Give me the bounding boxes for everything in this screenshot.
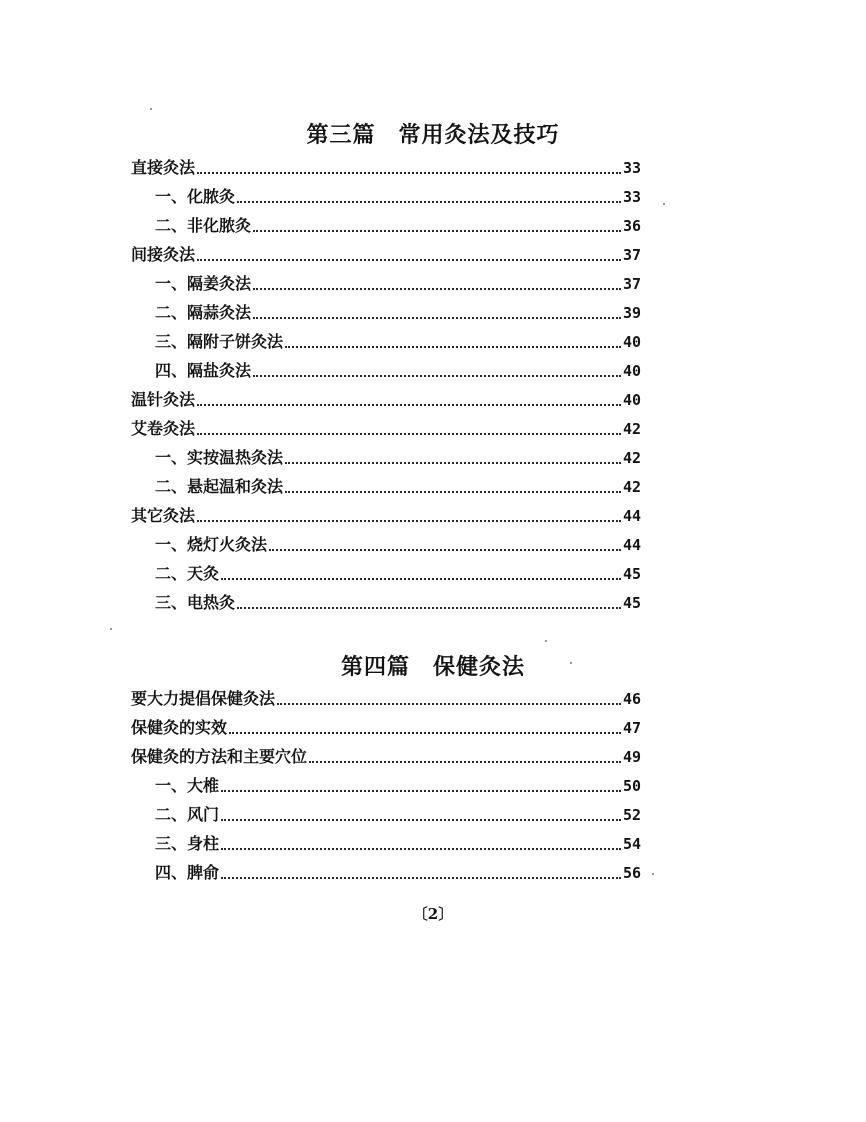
toc-entry: [131, 236, 641, 265]
toc-entry-label: 二、悬起温和灸法: [155, 477, 284, 496]
toc-entry-label: 三、隔附子饼灸法: [155, 332, 284, 351]
toc-entry-page-number: 45: [622, 565, 641, 583]
toc-entry: [131, 526, 641, 555]
toc-entry-page-number: 33: [622, 159, 641, 177]
toc-entry: [131, 207, 641, 236]
toc-entry: [131, 555, 641, 584]
dot-leader: [269, 548, 621, 551]
toc-entry: [131, 767, 641, 796]
toc-entry: [131, 796, 641, 825]
toc-entry-label: 一、化脓灸: [155, 187, 236, 206]
toc-entry: [131, 709, 641, 738]
toc-entry-page-number: 46: [622, 690, 641, 708]
toc-entry-label: 四、隔盐灸法: [155, 361, 252, 380]
toc-entry: [131, 381, 641, 410]
toc-entry-page-number: 33: [622, 188, 641, 206]
toc-entry: [131, 497, 641, 526]
toc-entry: [131, 265, 641, 294]
dot-leader: [197, 258, 621, 261]
toc-entry: [131, 294, 641, 323]
toc-entry-label: 其它灸法: [131, 506, 196, 525]
toc-entry: [131, 738, 641, 767]
toc-entry-page-number: 40: [622, 362, 641, 380]
toc-entry-label: 直接灸法: [131, 158, 196, 177]
dot-leader: [229, 731, 621, 734]
dot-leader: [197, 403, 621, 406]
toc-entry: [131, 468, 641, 497]
toc-entry-page-number: 50: [622, 777, 641, 795]
toc-entry-page-number: 42: [622, 420, 641, 438]
toc-entry: [131, 149, 641, 178]
toc-entry-page-number: 49: [622, 748, 641, 766]
toc-entry-page-number: 42: [622, 478, 641, 496]
toc-entry-page-number: 52: [622, 806, 641, 824]
toc-entry-label: 温针灸法: [131, 390, 196, 409]
dot-leader: [309, 760, 621, 763]
toc-entry-page-number: 40: [622, 333, 641, 351]
toc-entry-page-number: 44: [622, 536, 641, 554]
dot-leader: [221, 876, 621, 879]
toc-entry: [131, 825, 641, 854]
toc-entry-page-number: 37: [622, 275, 641, 293]
toc-entry-page-number: 40: [622, 391, 641, 409]
toc-entry: [131, 352, 641, 381]
page-number: 〔2〕: [412, 905, 454, 923]
dot-leader: [253, 316, 621, 319]
scan-speck: [652, 873, 654, 875]
dot-leader: [197, 171, 621, 174]
dot-leader: [285, 461, 621, 464]
toc-entry-page-number: 56: [622, 864, 641, 882]
toc-entry-label: 间接灸法: [131, 245, 196, 264]
toc-entry-page-number: 44: [622, 507, 641, 525]
dot-leader: [237, 200, 621, 203]
scan-speck: [663, 203, 665, 205]
part3-title: 第三篇 常用灸法及技巧: [306, 122, 560, 148]
toc-entry-label: 一、隔姜灸法: [155, 274, 252, 293]
dot-leader: [221, 577, 621, 580]
toc-entry: [131, 410, 641, 439]
dot-leader: [237, 606, 621, 609]
scan-speck: [150, 108, 152, 110]
dot-leader: [285, 490, 621, 493]
toc-entry-label: 艾卷灸法: [131, 419, 196, 438]
toc-entry-label: 保健灸的方法和主要穴位: [131, 747, 308, 766]
toc-entry-page-number: 42: [622, 449, 641, 467]
toc-entry-label: 四、脾俞: [155, 863, 220, 882]
toc-entry-label: 一、烧灯火灸法: [155, 535, 268, 554]
scan-speck: [570, 662, 572, 664]
dot-leader: [197, 519, 621, 522]
toc-entry-page-number: 39: [622, 304, 641, 322]
toc-entry-label: 二、风门: [155, 805, 220, 824]
toc-entry-label: 一、实按温热灸法: [155, 448, 284, 467]
toc-part3: [131, 149, 641, 613]
toc-entry: [131, 680, 641, 709]
toc-entry-page-number: 47: [622, 719, 641, 737]
dot-leader: [253, 287, 621, 290]
toc-entry-label: 三、身柱: [155, 834, 220, 853]
toc-entry-page-number: 45: [622, 594, 641, 612]
dot-leader: [221, 818, 621, 821]
dot-leader: [277, 702, 621, 705]
scan-speck: [545, 640, 547, 642]
dot-leader: [221, 847, 621, 850]
toc-entry-page-number: 37: [622, 246, 641, 264]
toc-entry-label: 保健灸的实效: [131, 718, 228, 737]
part4-title: 第四篇 保健灸法: [340, 654, 525, 680]
dot-leader: [253, 374, 621, 377]
dot-leader: [253, 229, 621, 232]
toc-entry-page-number: 54: [622, 835, 641, 853]
toc-entry: [131, 323, 641, 352]
toc-entry-label: 一、大椎: [155, 776, 220, 795]
dot-leader: [285, 345, 621, 348]
toc-entry: [131, 854, 641, 883]
scan-speck: [110, 628, 112, 630]
toc-entry-label: 三、电热灸: [155, 593, 236, 612]
toc-entry-label: 二、隔蒜灸法: [155, 303, 252, 322]
toc-entry-label: 二、天灸: [155, 564, 220, 583]
toc-entry-label: 要大力提倡保健灸法: [131, 689, 276, 708]
toc-entry-page-number: 36: [622, 217, 641, 235]
toc-entry: [131, 584, 641, 613]
toc-part4: [131, 680, 641, 883]
dot-leader: [197, 432, 621, 435]
dot-leader: [221, 789, 621, 792]
toc-entry: [131, 439, 641, 468]
toc-entry: [131, 178, 641, 207]
toc-entry-label: 二、非化脓灸: [155, 216, 252, 235]
